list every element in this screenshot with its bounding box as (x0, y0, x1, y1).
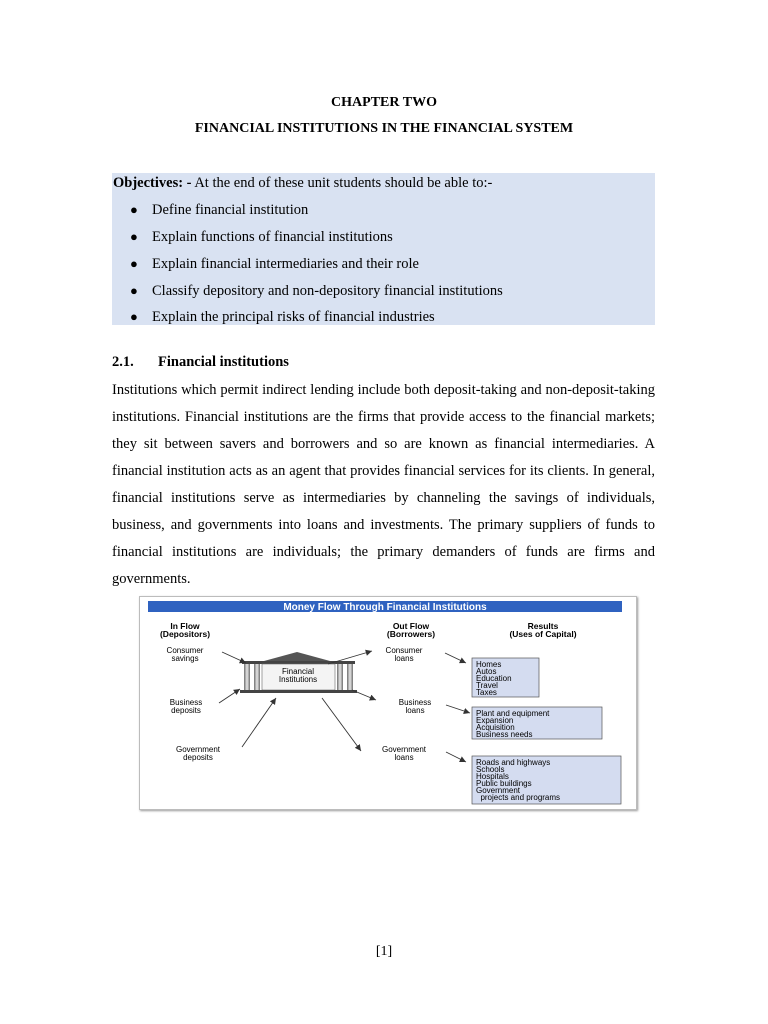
depositor-label: savings (171, 654, 199, 663)
flow-arrow (446, 752, 466, 762)
money-flow-figure (139, 596, 637, 810)
result-item: Homes (476, 660, 502, 669)
result-item: Taxes (476, 688, 497, 697)
objective-text: Classify depository and non-depository financial institutions (152, 283, 503, 299)
objective-text: Explain functions of financial institutions (152, 229, 393, 245)
depositor-label: Consumer (166, 646, 204, 655)
borrower-label: Consumer (385, 646, 423, 655)
institution-label-line1: Financial (281, 667, 315, 676)
borrower-label: loans (394, 753, 414, 762)
borrower-label: Government (381, 745, 427, 754)
results-subheader: (Uses of Capital) (509, 629, 577, 639)
objective-text: Explain the principal risks of financial industries (152, 309, 435, 325)
result-item: Business needs (476, 730, 533, 739)
bullet-icon: ● (130, 202, 138, 217)
figure-title: Money Flow Through Financial Institutions (283, 602, 487, 613)
inflow-subheader: (Depositors) (159, 629, 211, 639)
objective-text: Explain financial intermediaries and their role (152, 256, 419, 272)
objectives-intro-text: At the end of these unit students should be able to:- (191, 175, 493, 191)
section-title: Financial institutions (158, 354, 289, 370)
institution-label-line2: Institutions (278, 675, 318, 684)
outflow-header: Out Flow (392, 621, 430, 631)
chapter-heading: CHAPTER TWO (331, 95, 437, 110)
objectives-box (112, 173, 655, 325)
section-number: 2.1. (112, 354, 134, 370)
borrower-label: Business (398, 698, 432, 707)
result-item: Acquisition (476, 723, 515, 732)
borrower-label: loans (405, 706, 425, 715)
bullet-icon: ● (130, 256, 138, 271)
result-item: Schools (476, 765, 505, 774)
results-header: Results (527, 621, 559, 631)
depositor-label: Government (175, 745, 221, 754)
result-item: Autos (476, 667, 497, 676)
objectives-intro (113, 175, 492, 192)
page-number: [1] (375, 944, 393, 959)
result-item: Roads and highways (476, 758, 551, 767)
flow-arrow (242, 698, 276, 747)
depositor-label: deposits (183, 753, 213, 762)
borrower-label: loans (394, 654, 414, 663)
objectives-label: Objectives: - (113, 175, 192, 191)
bullet-icon: ● (130, 283, 138, 298)
depositor-label: deposits (171, 706, 201, 715)
result-item: Plant and equipment (476, 709, 550, 718)
flow-arrow (219, 689, 240, 703)
result-item: Expansion (476, 716, 514, 725)
depositor-label: Business (169, 698, 203, 707)
result-item: Public buildings (476, 779, 532, 788)
objective-text: Define financial institution (152, 202, 309, 218)
result-item: Travel (476, 681, 498, 690)
result-item: Hospitals (476, 772, 509, 781)
section-paragraph: Institutions which permit indirect lending include both deposit-taking and non-deposit-taking institutions. Financial institutions are the firms that provide access to the financial markets; they sit between savers and borrowers and so are known as financial intermediaries. A financial institution acts as an agent that provides financial services for its clients. In general, financial institutions serve as intermediaries by channeling the savings of individuals, business, and governments into loans and investments. The primary suppliers of funds to financial institutions are individuals; the primary demanders of funds are firms and governments. (112, 382, 655, 587)
chapter-title: FINANCIAL INSTITUTIONS IN THE FINANCIAL SYSTEM (194, 121, 574, 136)
inflow-header: In Flow (170, 621, 200, 631)
result-item: projects and programs (476, 793, 561, 802)
result-item: Education (476, 674, 512, 683)
result-item: Government (476, 786, 521, 795)
flow-arrow (222, 652, 246, 663)
flow-arrow (352, 690, 376, 700)
flow-arrow (445, 653, 466, 663)
bullet-icon: ● (130, 229, 138, 244)
outflow-subheader: (Borrowers) (386, 629, 436, 639)
bullet-icon: ● (130, 309, 138, 324)
flow-arrow (446, 705, 470, 713)
flow-arrow (322, 698, 361, 751)
